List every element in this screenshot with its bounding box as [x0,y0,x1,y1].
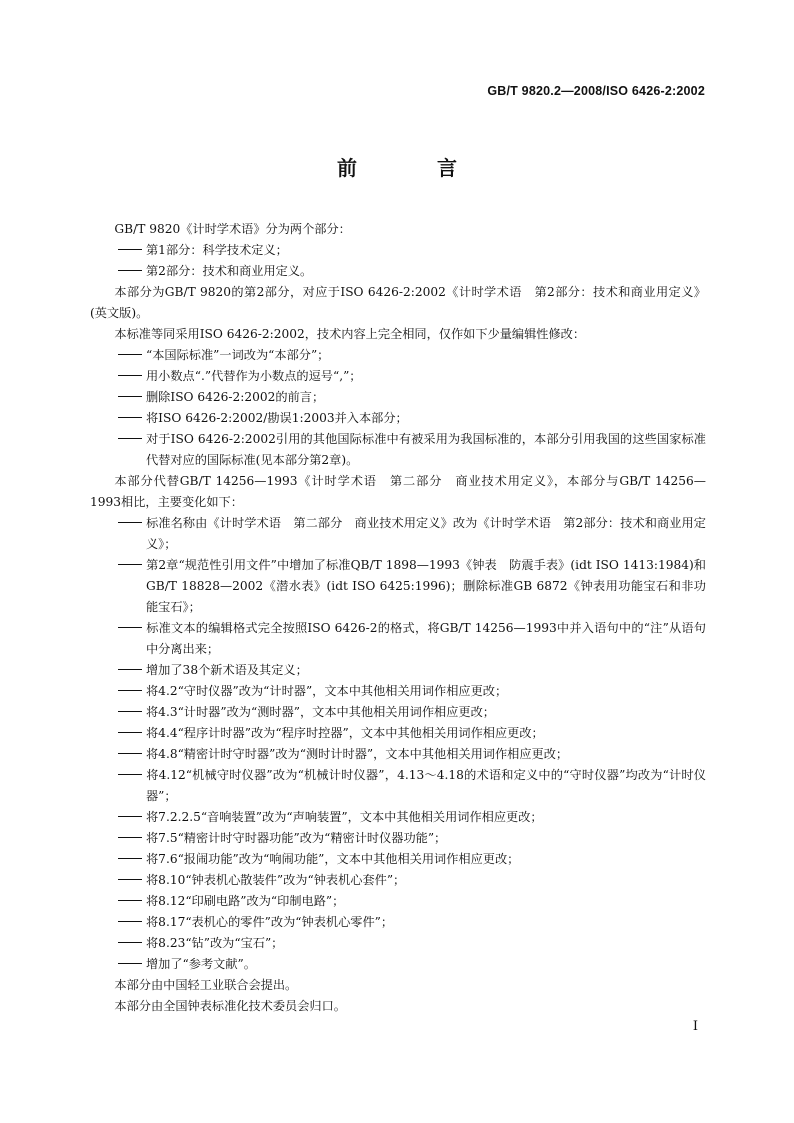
dash-bullet-icon [118,366,146,387]
dash-bullet-icon [118,681,146,702]
list [90,513,706,975]
list-item-text: 标准名称由《计时学术语 第二部分 商业技术用定义》改为《计时学术语 第2部分：技术和商业用定义》； [146,516,706,551]
list-item-text: 将ISO 6426-2:2002/勘误1:2003并入本部分； [146,411,408,425]
list-item [90,933,706,954]
list-item-text: 将4.4“程序计时器”改为“程序时控器”，文本中其他相关用词作相应更改； [146,726,544,740]
list-item [90,765,706,807]
dash-bullet-icon [118,954,146,975]
dash-bullet-icon [118,765,146,786]
dash-bullet-icon [118,891,146,912]
list-item-text: 增加了“参考文献”。 [146,957,256,971]
list-item [90,870,706,891]
list-item-text: 第2部分：技术和商业用定义。 [146,264,313,278]
page-number: I [692,1019,698,1034]
dash-bullet-icon [118,555,146,576]
dash-bullet-icon [118,387,146,408]
dash-bullet-icon [118,345,146,366]
dash-bullet-icon [118,828,146,849]
paragraph: 本部分为GB/T 9820的第2部分，对应于ISO 6426-2:2002《计时学术语 第2部分：技术和商业用定义》(英文版)。 [90,285,706,320]
list-item [90,891,706,912]
list-item-text: 标准文本的编辑格式完全按照ISO 6426-2的格式，将GB/T 14256—1993中并入语句中的“注”从语句中分离出来； [146,621,706,656]
page-title: 前 言 [337,156,487,180]
list-item-text: 将7.6“报闹功能”改为“响闹功能”，文本中其他相关用词作相应更改； [146,852,520,866]
list-item-text: 将4.2“守时仪器”改为“计时器”，文本中其他相关用词作相应更改； [146,684,508,698]
list-item [90,723,706,744]
list-item [90,429,706,471]
dash-bullet-icon [118,933,146,954]
list-item [90,807,706,828]
list-item-text: 对于ISO 6426-2:2002引用的其他国际标准中有被采用为我国标准的，本部分引用我国的这些国家标准代替对应的国际标准(见本部分第2章)。 [146,432,706,467]
list-item [90,618,706,660]
list-item-text: 将7.5“精密计时守时器功能”改为“精密计时仪器功能”； [146,831,447,845]
list-item [90,849,706,870]
dash-bullet-icon [118,408,146,429]
list-item-text: 将4.8“精密计时守时器”改为“测时计时器”，文本中其他相关用词作相应更改； [146,747,569,761]
list-item-text: 增加了38个新术语及其定义； [146,663,308,677]
list-item-text: “本国际标准”一词改为“本部分”； [146,348,330,362]
dash-bullet-icon [118,240,146,261]
list-item [90,555,706,618]
list-item [90,345,706,366]
dash-bullet-icon [118,912,146,933]
list-item-text: 将4.12“机械守时仪器”改为“机械计时仪器”，4.13～4.18的术语和定义中的“守时仪器”均改为“计时仪器”； [146,768,706,803]
list-item [90,828,706,849]
list-item-text: 将4.3“计时器”改为“测时器”，文本中其他相关用词作相应更改； [146,705,495,719]
foreword-body [90,219,706,1017]
paragraph: 本部分由全国钟表标准化技术委员会归口。 [114,999,346,1013]
list-item-text: 将8.17“表机心的零件”改为“钟表机心零件”； [146,915,394,929]
dash-bullet-icon [118,702,146,723]
list-item-text: 第2章“规范性引用文件”中增加了标准QB/T 1898—1993《钟表 防震手表》(idt ISO 1413:1984)和GB/T 18828—2002《潜水表》(idt ISO 6425:1996)；删除标准GB 6872《钟表用功能宝石和非功能宝石》； [146,558,706,614]
dash-bullet-icon [118,807,146,828]
list-item [90,387,706,408]
list-item [90,744,706,765]
list-item-text: 将8.23“钻”改为“宝石”； [146,936,284,950]
paragraph: GB/T 9820《计时学术语》分为两个部分： [114,222,351,236]
list-item-text: 将7.2.2.5“音响装置”改为“声响装置”，文本中其他相关用词作相应更改； [146,810,543,824]
list [90,240,706,282]
dash-bullet-icon [118,261,146,282]
standard-code: GB/T 9820.2—2008/ISO 6426-2:2002 [487,84,705,98]
list-item-text: 用小数点“.”代替作为小数点的逗号“,”； [146,369,362,383]
list-item [90,408,706,429]
list-item-text: 第1部分：科学技术定义； [146,243,288,257]
dash-bullet-icon [118,849,146,870]
paragraph: 本标准等同采用ISO 6426-2:2002，技术内容上完全相同，仅作如下少量编辑性修改： [114,327,586,341]
dash-bullet-icon [118,744,146,765]
list-item [90,660,706,681]
dash-bullet-icon [118,660,146,681]
list-item [90,702,706,723]
dash-bullet-icon [118,618,146,639]
list-item [90,261,706,282]
dash-bullet-icon [118,513,146,534]
list [90,345,706,471]
list-item-text: 将8.12“印刷电路”改为“印制电路”； [146,894,345,908]
list-item [90,681,706,702]
dash-bullet-icon [118,870,146,891]
dash-bullet-icon [118,429,146,450]
list-item [90,912,706,933]
list-item [90,513,706,555]
dash-bullet-icon [118,723,146,744]
list-item [90,240,706,261]
list-item-text: 删除ISO 6426-2:2002的前言； [146,390,325,404]
list-item-text: 将8.10“钟表机心散装件”改为“钟表机心套件”； [146,873,406,887]
list-item [90,366,706,387]
list-item [90,954,706,975]
paragraph: 本部分代替GB/T 14256—1993《计时学术语 第二部分 商业技术用定义》，本部分与GB/T 14256—1993相比，主要变化如下： [90,474,706,509]
paragraph: 本部分由中国轻工业联合会提出。 [114,978,298,992]
